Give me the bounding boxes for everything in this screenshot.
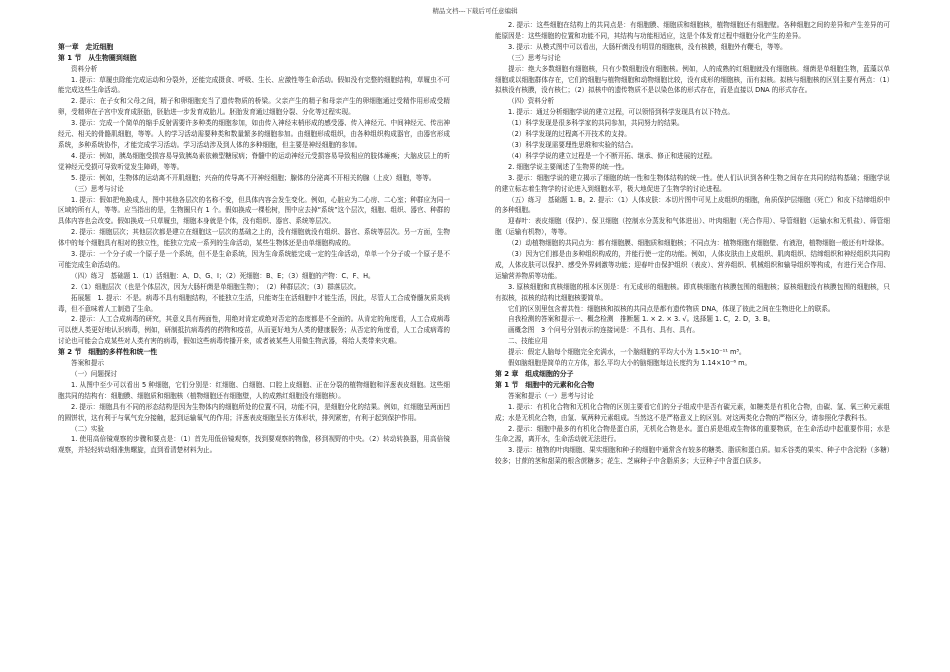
paragraph: 1. 提示：草履虫除能完成运动和分裂外，还能完成摄食、呼吸、生长、应激性等生命活动。假如没有完整的细胞结构，草履虫不可能完成这些生命活动。 [58,75,450,95]
paragraph: 假如脑细胞是简单的立方体，那么平均大小的脑细胞每边长度约为 1.14×10⁻⁶ m。 [508,359,752,368]
paragraph: 5. 提示：例如，生物体的运动离不开肌细胞；兴奋的传导离不开神经细胞；腺体的分泌离不开相关的腺（上皮）细胞，等等。 [71,173,436,182]
paragraph: （四）练习 基础题 1.（1）活细胞：A、D、G、I；（2）死细胞：B、E；（3）细胞的产物：C、F、H。 [71,271,375,280]
paragraph: （一）问题探讨 [71,370,118,378]
paragraph: 3. 提示：一个分子或一个原子是一个系统，但不是生命系统，因为生命系统能完成一定的生命活动，单单一个分子或一个原子是不可能完成生命活动的。 [58,250,450,269]
paragraph: （二）实验 [71,424,104,433]
paragraph: （三）思考与讨论 [71,184,124,193]
paragraph: （五）练习 基础题 1. B。2. 提示：（1）人体皮肤：本切片图中可见上皮组织的细胞，角质保护层细胞（死亡）和皮下结缔组织中的多种细胞。 [495,195,890,215]
paragraph: 它们的区别里包含着共性：细胞核和拟核的共同点是都有遗传物质 DNA，体现了彼此之间在生物进化上的联系。 [508,304,835,313]
paragraph: 2. 提示：细胞中最多的有机化合物是蛋白质，无机化合物是水。蛋白质是组成生物体的重要物质，在生命活动中起重要作用；水是生命之源，离开水，生命活动就无法进行。 [495,424,890,444]
paragraph: 3. 提示：从模式图中可以看出，大肠杆菌没有明显的细胞核，没有核膜，细胞外有鞭毛，等等。 [508,42,787,51]
paragraph: 2. 提示：细胞层次；其他层次都是建立在细胞这一层次的基础之上的，没有细胞就没有组织、器官、系统等层次。另一方面，生物体中的每个细胞具有相对的独立性，能独立完成一系列的生命活动，某些生物体还是由单细胞构成的。 [58,228,450,248]
paragraph: （4）科学学说的建立过程是一个不断开拓、继承、修正和进展的过程。 [508,151,717,160]
paragraph: 2.（1）细胞层次（也是个体层次，因为大肠杆菌是单细胞生物）； （2）种群层次；（3）群落层次。 [71,282,361,291]
paragraph: 二、技能应用 [508,337,548,346]
paragraph: 2. 提示：这些细胞在结构上的共同点是：有细胞膜、细胞质和细胞核，植物细胞还有细胞壁。各种细胞之间的差异和产生差异的可能原因是：这些细胞的位置和功能不同，其结构与功能相适应，这是个体发育过程中细胞分化产生的差异。 [495,21,890,40]
right-column [495,20,890,668]
paragraph: 画概念图 3 个问号分别表示的连接词是：不具有、具有、具有。 [508,326,699,335]
paragraph: 答案和提示 [71,359,104,368]
paragraph: 1. 提示：通过分析细胞学说的建立过程，可以领悟到科学发现具有以下特点。 [508,108,734,117]
paragraph: 1. 提示：有机化合物和无机化合物的区别主要看它们的分子组成中是否有碳元素，如糖类是有机化合物，由碳、氢、氧三种元素组成；水是无机化合物，由氢、氧两种元素组成。当然这不是严格意义上的区别。对这两类化合物的严格区分，请参照化学教科书。 [495,402,890,422]
paragraph: 1. 使用高倍镜观察的步骤和要点是：（1）首先用低倍镜观察，找到要观察的物像，移到视野的中央。（2）转动转换器，用高倍镜观察，并轻轻转动细准焦螺旋，直到看清楚材料为止。 [58,435,450,455]
paragraph: 4. 提示：例如，胰岛细胞受损容易导致胰岛素依赖型糖尿病；脊髓中的运动神经元受损容易导致相应的肢体瘫痪；大脑皮层上的听觉神经元受损可导致听觉发生障碍，等等。 [58,151,450,171]
section-heading: 第 2 节 细胞的多样性和统一性 [58,348,158,357]
paragraph: 3. 提示：完成一个简单的缩手反射需要许多种类的细胞参加，如由传入神经末梢形成的感受器、传入神经元、中间神经元、传出神经元、相关的骨骼肌细胞，等等。人的学习活动需要种类和数量繁多的细胞参加。由细胞形成组织，由各种组织构成器官，由器官形成系统，多种系统协作，才能完成学习活动。学习活动涉及到人体的多种细胞，但主要是神经细胞的参加。 [58,119,450,149]
paragraph: （四）资料分析 [508,97,555,106]
paragraph: （三）思考与讨论 [508,53,561,62]
paragraph: 2. 提示：在子女和父母之间，精子和卵细胞充当了遗传物质的桥梁。父亲产生的精子和母亲产生的卵细胞通过受精作用形成受精卵，受精卵在子宫中发育成胚胎，胚胎进一步发育成胎儿。胚胎发育通过细胞分裂、分化等过程实现。 [58,97,450,117]
paragraph: 2. 细胞学说主要阐述了生物界的统一性。 [508,162,629,171]
paragraph: 3. 提示：细胞学说的建立揭示了细胞的统一性和生物体结构的统一性。使人们认识到各种生物之间存在共同的结构基础；细胞学说的建立标志着生物学的讨论进入到细胞水平，极大地促进了生物学的讨论进程。 [495,173,890,193]
paragraph: 拓展题 1. 提示：不是。病毒不具有细胞结构，不能独立生活，只能寄生在活细胞中才能生活，因此，尽管人工合成脊髓灰质炎病毒，但不意味着人工制造了生命。 [58,293,450,313]
section-heading: 第 2 章 组成细胞的分子 [495,370,574,378]
paragraph: 1. 提示：假如把龟换成人，图中其他各层次的名称不变，但具体内容会发生变化。例如，心脏应为二心房、二心室；种群应为同一区域的所有人，等等。应当指出的是，生物圈只有 1 个。假如换成一棵松树，图中应去掉“系统”这个层次，细胞、组织、器官、种群的具体内容也会改变。假如换成一只草履虫，细胞本身就是个体，没有组织、器官、系统等层次。 [58,195,450,226]
section-heading: 第一章 走近细胞 [58,42,114,51]
left-column [58,20,450,668]
paragraph: 资料分析 [71,64,98,73]
paragraph: 提示：绝大多数细胞有细胞核，只有少数细胞没有细胞核。例如，人的成熟的红细胞就没有细胞核。细菌是单细胞生物，蓝藻以单细胞或以细胞群体存在，它们的细胞与植物细胞和动物细胞比较，没有成形的细胞核，而有拟核。拟核与细胞核的区别主要有两点：（1）拟核没有核膜，没有核仁；（2）拟核中的遗传物质不是以染色体的形式存在，而是直接以 DNA 的形式存在。 [495,64,890,95]
paragraph: （3）科学发现需要理性思维和实验的结合。 [508,140,638,149]
paragraph: 提示：假定人脑每个细胞完全充满水，一个脑细胞的平均大小为 1.5×10⁻¹¹ m³。 [508,348,746,357]
paragraph: 答案和提示（一）思考与讨论 [508,391,594,400]
page-header: 精品文档---下载后可任意编辑 [432,7,518,15]
section-heading: 第 1 节 细胞中的元素和化合物 [495,380,595,389]
paragraph: 2. 提示：细胞具有不同的形态结构是因为生物体内的细胞所处的位置不同，功能不同，是细胞分化的结果。例如，红细胞呈两面凹的圆饼状，这有利于与氧气充分接触，起到运输氧气的作用；洋葱表皮细胞呈长方体形状，排列紧密，有利于起到保护作用。 [58,402,450,422]
paragraph: 2. 提示：人工合成病毒的研究，其意义具有两面性，用绝对肯定或绝对否定的态度都是不全面的。从肯定的角度看，人工合成病毒可以使人类更好地认识病毒，例如，研制抵抗病毒药的药物和疫苗，从而更好地为人类的健康服务；从否定的角度看，人工合成病毒的讨论也可能会合成某些对人类有害的病毒，假如这些病毒传播开来，或者被某些人用做生物武器，将给人类带来灾难。 [58,315,450,346]
paragraph: 自我检测的答案和提示一、概念检测 推断题 1. × 2. × 3. √。选择题 1. C，2. D，3. B。 [508,315,775,324]
paragraph [58,31,450,42]
paragraph: 1. 从图中至少可以看出 5 种细胞，它们分别是：红细胞、白细胞、口腔上皮细胞、正在分裂的植物细胞和洋葱表皮细胞。这些细胞共同的结构有：细胞膜、细胞质和细胞核（植物细胞还有细胞壁，人的成熟红细胞没有细胞核）。 [58,380,450,400]
paragraph: 3. 原核细胞和真核细胞的根本区别是：有无成形的细胞核。即真核细胞有核膜包围的细胞核；原核细胞没有核膜包围的细胞核，只有拟核，拟核的结构比细胞核要简单。 [495,282,890,302]
paragraph [58,20,450,31]
paragraph: （1）科学发现是很多科学家的共同参加，共同努力的结果。 [508,119,684,128]
paragraph: （2）科学发现的过程离不开技术的支持。 [508,130,631,139]
section-heading: 第 1 节 从生物圈到细胞 [58,53,137,62]
paragraph: （2）动植物细胞的共同点为：都有细胞膜、细胞质和细胞核；不同点为：植物细胞有细胞壁、有液泡，植物细胞一般还有叶绿体。 [508,239,889,248]
paragraph: 迎春叶：表皮细胞（保护）、保卫细胞（控制水分蒸发和气体进出）、叶肉细胞（光合作用）、导管细胞（运输水和无机盐）、筛管细胞（运输有机物），等等。 [495,217,890,237]
paragraph: （3）因为它们都是由多种组织构成的，并能行使一定的功能。例如，人体皮肤由上皮组织、肌肉组织、结缔组织和神经组织共同构成，人体皮肤可以保护、感受外界刺激等功能；迎春叶由保护组织（表皮）、营养组织、机械组织和输导组织等构成，有进行光合作用、运输营养物质等功能。 [495,250,890,280]
paragraph: 3. 提示：植物的叶肉细胞、果实细胞和种子的细胞中通常含有较多的糖类、脂质和蛋白质。如禾谷类的果实、种子中含淀粉（多糖）较多；甘蔗的茎和甜菜的根含蔗糖多；花生、芝麻种子中含脂质多；大豆种子中含蛋白质多。 [495,446,890,466]
